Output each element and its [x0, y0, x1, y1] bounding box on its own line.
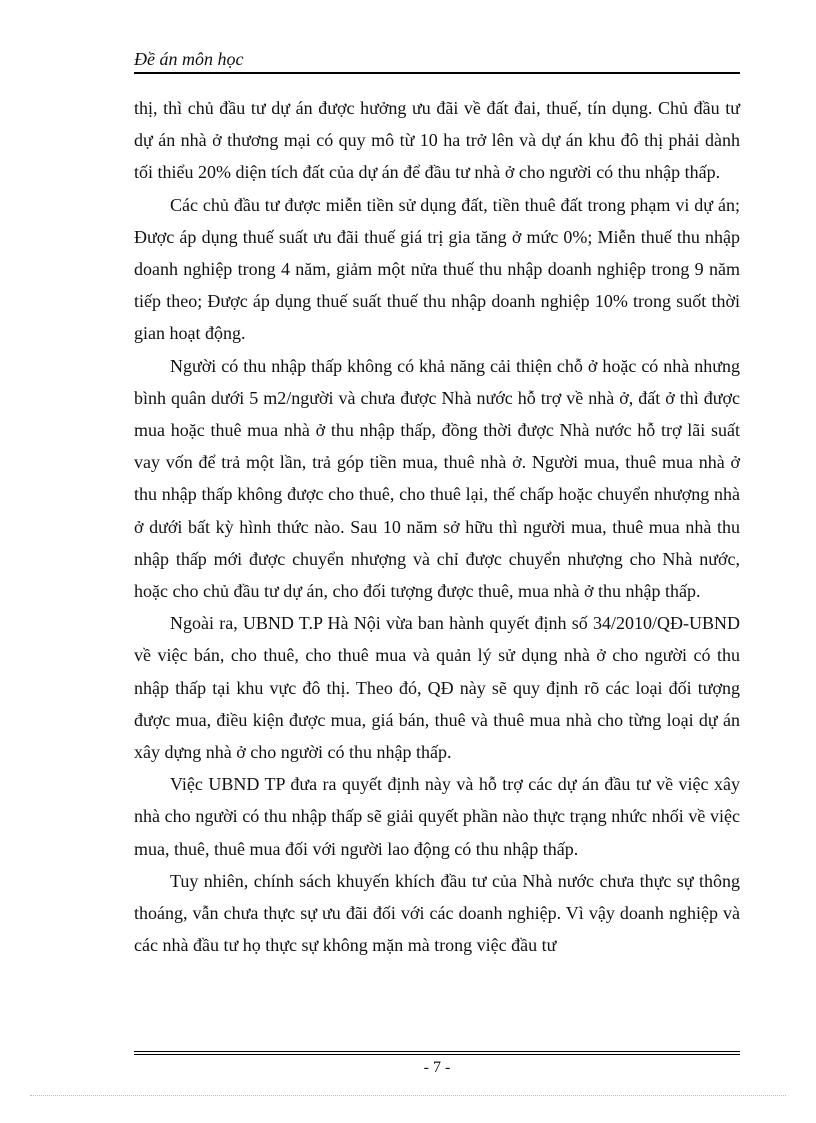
page-header — [134, 48, 740, 74]
paragraph-6: Tuy nhiên, chính sách khuyến khích đầu tư của Nhà nước chưa thực sự thông thoáng, vẫn chưa thực sự ưu đãi đối với các doanh nghiệp. Vì vậy doanh nghiệp và các nhà đầu tư họ thực sự không mặn mà trong việc đầu tư — [134, 870, 740, 956]
footer-rule — [134, 1051, 740, 1055]
page-boundary — [30, 1095, 786, 1096]
page-footer — [134, 1051, 740, 1077]
paragraph-2: Các chủ đầu tư được miễn tiền sử dụng đất, tiền thuê đất trong phạm vi dự án; Được áp dụng thuế suất ưu đãi thuế giá trị gia tăng ở mức 0%; Miễn thuế thu nhập doanh nghiệp trong 4 năm, giảm một nửa thuế thu nhập doanh nghiệp trong 9 năm tiếp theo; Được áp dụng thuế suất thuế thu nhập doanh nghiệp 10% trong suốt thời gian hoạt động. — [134, 194, 740, 344]
page-number: - 7 - — [423, 1059, 451, 1076]
header-rule — [134, 72, 740, 74]
paragraph-1: thị, thì chủ đầu tư dự án được hưởng ưu đãi về đất đai, thuế, tín dụng. Chủ đầu tư dự án nhà ở thương mại có quy mô từ 10 ha trở lên và dự án khu đô thị phải dành tối thiểu 20% diện tích đất của dự án để đầu tư nhà ở cho người có thu nhập thấp. — [134, 98, 740, 183]
header-title: Đề án môn học — [134, 49, 244, 69]
paragraph-4: Ngoài ra, UBND T.P Hà Nội vừa ban hành quyết định số 34/2010/QĐ-UBND về việc bán, cho thuê, cho thuê mua và quản lý sử dụng nhà ở cho người có thu nhập thấp tại khu vực đô thị. Theo đó, QĐ này sẽ quy định rõ các loại đối tượng được mua, điều kiện được mua, giá bán, thuê và thuê mua nhà cho từng loại dự án xây dựng nhà ở cho người có thu nhập thấp. — [134, 613, 740, 763]
paragraph-5: Việc UBND TP đưa ra quyết định này và hỗ trợ các dự án đầu tư về việc xây nhà cho người có thu nhập thấp sẽ giải quyết phần nào thực trạng nhức nhối về việc mua, thuê, thuê mua đối với người lao động có thu nhập thấp. — [134, 774, 740, 859]
document-body — [134, 92, 740, 961]
paragraph-3: Người có thu nhập thấp không có khả năng cải thiện chỗ ở hoặc có nhà nhưng bình quân dưới 5 m2/người và chưa được Nhà nước hỗ trợ về nhà ở, đất ở thì được mua hoặc thuê mua nhà ở thu nhập thấp, đồng thời được Nhà nước hỗ trợ lãi suất vay vốn để trả một lần, trả góp tiền mua, thuê nhà ở. Người mua, thuê mua nhà ở thu nhập thấp không được cho thuê, cho thuê lại, thế chấp hoặc chuyển nhượng nhà ở dưới bất kỳ hình thức nào. Sau 10 năm sở hữu thì người mua, thuê mua nhà thu nhập thấp mới được chuyển nhượng và chỉ được chuyển nhượng cho Nhà nước, hoặc cho chủ đầu tư dự án, cho đối tượng được thuê, mua nhà ở thu nhập thấp. — [134, 355, 740, 602]
